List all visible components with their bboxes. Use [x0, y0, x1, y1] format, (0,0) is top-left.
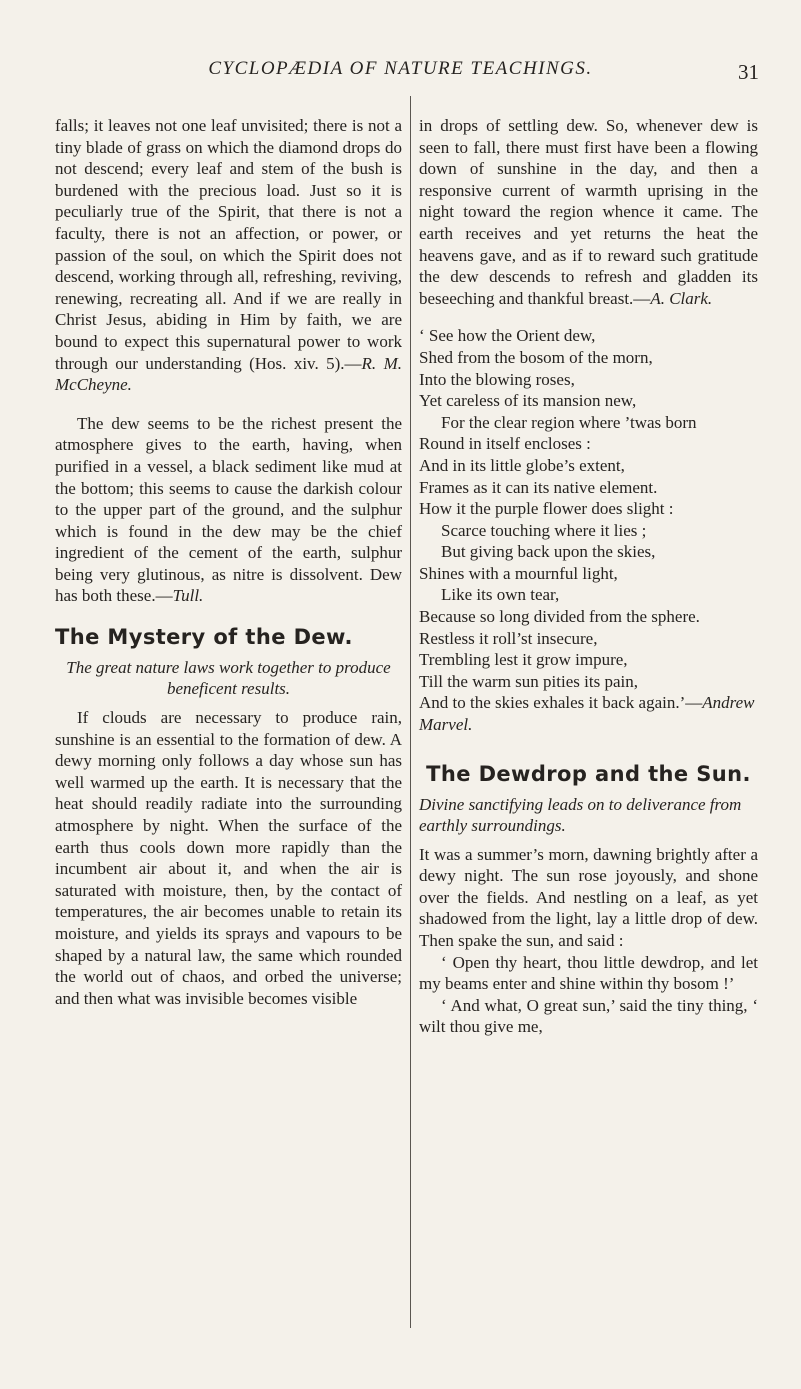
- poem-line: Round in itself encloses :: [419, 434, 591, 454]
- paragraph-mccheyne: [55, 115, 402, 396]
- paragraph-dewdrop-reply: ‘ And what, O great sun,’ said the tiny thing, ‘ wilt thou give me,: [419, 995, 758, 1037]
- poem-line: ‘ See how the Orient dew,: [419, 326, 596, 346]
- section-heading-mystery-of-dew: The Mystery of the Dew.: [55, 625, 353, 650]
- paragraph-summer-morn: It was a summer’s morn, dawning brightly after a dewy night. The sun rose joyously, and shone over the fields. And nestling on a leaf, as yet shadowed from the light, lay a little drop of dew. Then spake the sun, and said :: [419, 844, 758, 950]
- poem-line: Frames as it can its native element.: [419, 477, 658, 497]
- author-signature: Andrew Marvel.: [419, 693, 755, 735]
- paragraph-text: falls; it leaves not one leaf unvisited; there is not a tiny blade of grass on which the diamond drops do not descend; every leaf and stem of the bush is burdened with the precious load. Just so it is peculiarly true of the Spirit, that there is not a faculty, there is not an affection, or power, or passion of the soul, on which the Spirit does not descend, working through all, refreshing, reviving, renewing, recreating all. And if we are really in Christ Jesus, abiding in Him by faith, we are bound to expect this supernatural power to work through our understanding (Hos. xiv. 5).—: [55, 116, 402, 373]
- paragraph-clouds: If clouds are necessary to produce rain, sunshine is an essential to the formation of dew. A dewy morning only follows a day whose sun has well warmed up the earth. It is necessary that the heat should readily radiate into the surrounding atmosphere by night. When the surface of the earth thus cools down more rapidly than the incumbent air about it, and when the air is saturated with moisture, then, by the contact of temperatures, the air becomes unable to retain its moisture, and yields its sprays and vapours to be shaped by a natural law, the same which rounded the world out of chaos, and orbed the universe; and then what was invisible becomes visible: [55, 708, 402, 1008]
- poem-line: Like its own tear,: [441, 585, 560, 605]
- author-signature: A. Clark.: [650, 288, 713, 308]
- poem-line: Trembling lest it grow impure,: [419, 650, 628, 670]
- author-signature: Tull.: [172, 586, 204, 606]
- poem-line: Shines with a mournful light,: [419, 563, 618, 583]
- paragraph-clark: [419, 115, 758, 309]
- page-number: 31: [738, 60, 759, 84]
- author-signature: R. M. McCheyne.: [55, 353, 402, 395]
- paragraph-text: in drops of settling dew. So, whenever dew is seen to fall, there must first have been a flowing down of sunshine in the day, and then a responsive current of warmth uprising in the night toward the region whence it came. The earth receives and yet returns the heat the heavens gave, and as if to reward such gratitude the dew descends to refresh and gladden its beseeching and thankful breast.—: [419, 116, 758, 308]
- paragraph-sun-speech: ‘ Open thy heart, thou little dewdrop, and let my beams enter and shine within thy bosom !’: [419, 952, 758, 994]
- column-divider: [410, 96, 411, 1328]
- left-column: [55, 115, 402, 1009]
- poem-orient-dew: [419, 325, 758, 735]
- poem-line: For the clear region where ’twas born: [441, 412, 697, 432]
- poem-line: Shed from the bosom of the morn,: [419, 347, 653, 367]
- poem-line: But giving back upon the skies,: [441, 542, 656, 562]
- poem-line: Into the blowing roses,: [419, 369, 575, 389]
- section-subtitle: The great nature laws work together to produce beneficent results.: [66, 658, 391, 699]
- poem-line: [419, 692, 758, 735]
- poem-line: And in its little globe’s extent,: [419, 455, 625, 475]
- paragraph-tull: [55, 413, 402, 607]
- poem-line: Scarce touching where it lies ;: [441, 520, 647, 540]
- paragraph-text: The dew seems to be the richest present the atmosphere gives to the earth, having, when purified in a vessel, a black sediment like mud at the bottom; this seems to cause the darkish colour to the upper part of the ground, and the sulphur which is found in the dew may be the chief ingredient of the cement of the earth, sulphur being very glutinous, as nitre is dissolvent. Dew has both these.—: [55, 413, 402, 606]
- section-heading-dewdrop-and-sun: The Dewdrop and the Sun.: [426, 761, 751, 786]
- running-title: CYCLOPÆDIA OF NATURE TEACHINGS.: [208, 58, 593, 79]
- poem-line: Yet careless of its mansion new,: [419, 391, 637, 411]
- right-column: [419, 115, 758, 1038]
- section-subtitle: Divine sanctifying leads on to deliverance from earthly surroundings.: [419, 794, 742, 835]
- poem-line: Till the warm sun pities its pain,: [419, 671, 638, 691]
- poem-line: Restless it roll’st insecure,: [419, 628, 598, 648]
- poem-line: Because so long divided from the sphere.: [419, 607, 700, 627]
- poem-line-text: And to the skies exhales it back again.’—: [419, 693, 703, 713]
- poem-line: How it the purple flower does slight :: [419, 499, 674, 519]
